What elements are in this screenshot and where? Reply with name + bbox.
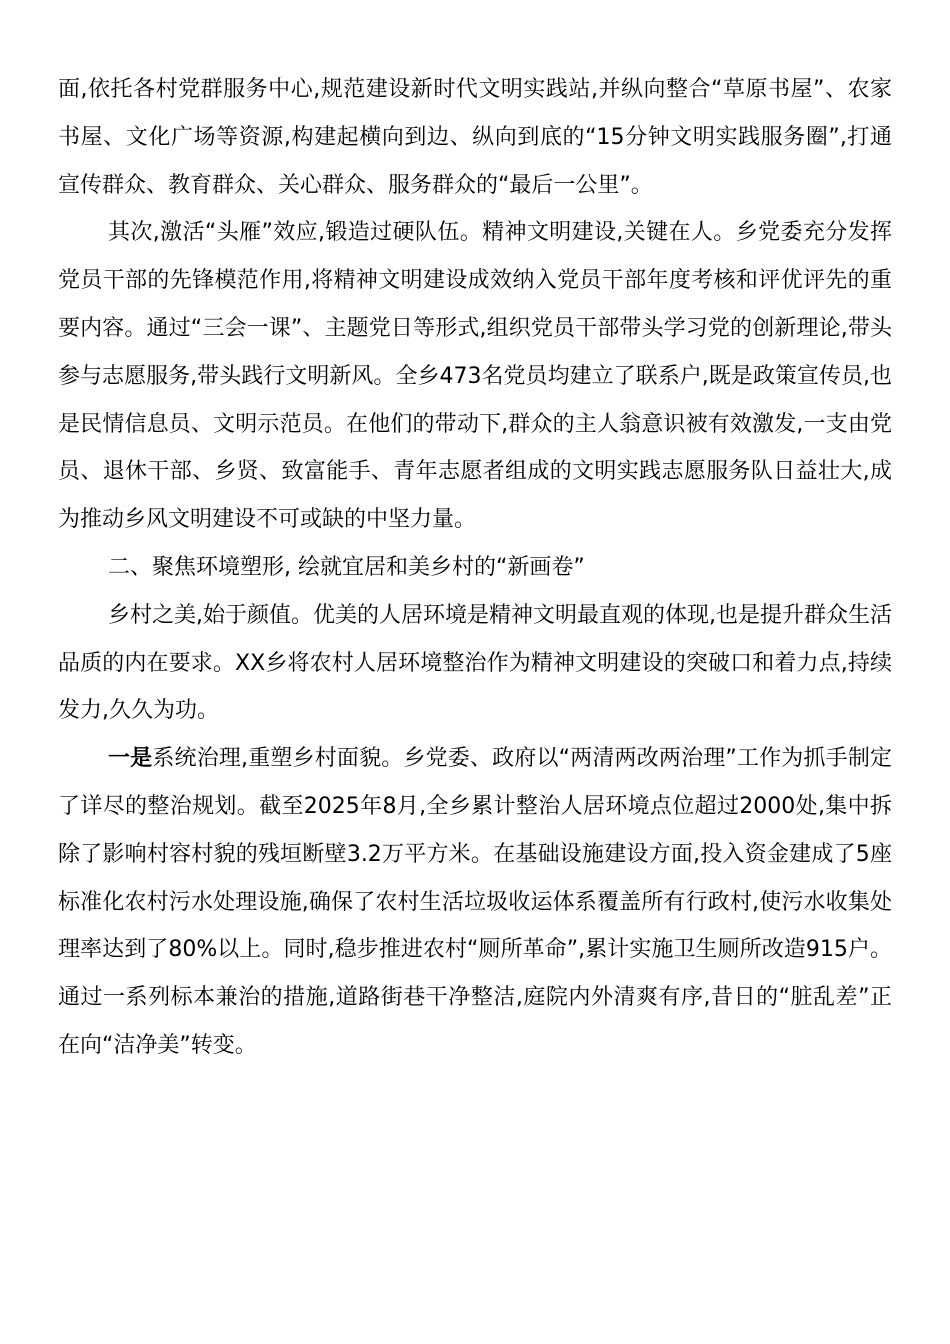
section-heading-2: 二、聚焦环境塑形, 绘就宜居和美乡村的“新画卷”	[108, 554, 585, 580]
paragraph-body: 系统治理,重塑乡村面貌。乡党委、政府以“两清两改两治理”工作为抓手制定了详尽的整治规划。截至2025年8月,全乡累计整治人居环境点位超过2000处,集中拆除了影响村容村貌的残垣断壁3.2万平方米。在基础设施建设方面,投入资金建成了5座标准化农村污水处理设施,确保了农村生活垃圾收运体系覆盖所有行政村,使污水收集处理率达到了80%以上。同时,稳步推进农村“厕所革命”,累计实施卫生厕所改造915户。通过一系列标本兼治的措施,道路街巷干净整洁,庭院内外清爽有序,昔日的“脏乱差”正在向“洁净美”转变。	[58, 746, 892, 1058]
paragraph-continuation: 面,依托各村党群服务中心,规范建设新时代文明实践站,并纵向整合“草原书屋”、农家书屋、文化广场等资源,构建起横向到边、纵向到底的“15分钟文明实践服务圈”,打通宣传群众、教育群众、关心群众、服务群众的“最后一公里”。	[58, 77, 892, 198]
document-page	[58, 66, 892, 1070]
lead-phrase: 一是	[108, 746, 153, 772]
paragraph-environment-intro: 乡村之美,始于颜值。优美的人居环境是精神文明最直观的体现,也是提升群众生活品质的内在要求。XX乡将农村人居环境整治作为精神文明建设的突破口和着力点,持续发力,久久为功。	[58, 602, 892, 724]
paragraph-team-building: 其次,激活“头雁”效应,锻造过硬队伍。精神文明建设,关键在人。乡党委充分发挥党员干部的先锋模范作用,将精神文明建设成效纳入党员干部年度考核和评优评先的重要内容。通过“三会一课”、主题党日等形式,组织党员干部带头学习党的创新理论,带头参与志愿服务,带头践行文明新风。全乡473名党员均建立了联系户,既是政策宣传员,也是民情信息员、文明示范员。在他们的带动下,群众的主人翁意识被有效激发,一支由党员、退休干部、乡贤、致富能手、青年志愿者组成的文明实践志愿服务队日益壮大,成为推动乡风文明建设不可或缺的中坚力量。	[58, 220, 892, 533]
paragraph-systematic-governance	[58, 735, 892, 1070]
